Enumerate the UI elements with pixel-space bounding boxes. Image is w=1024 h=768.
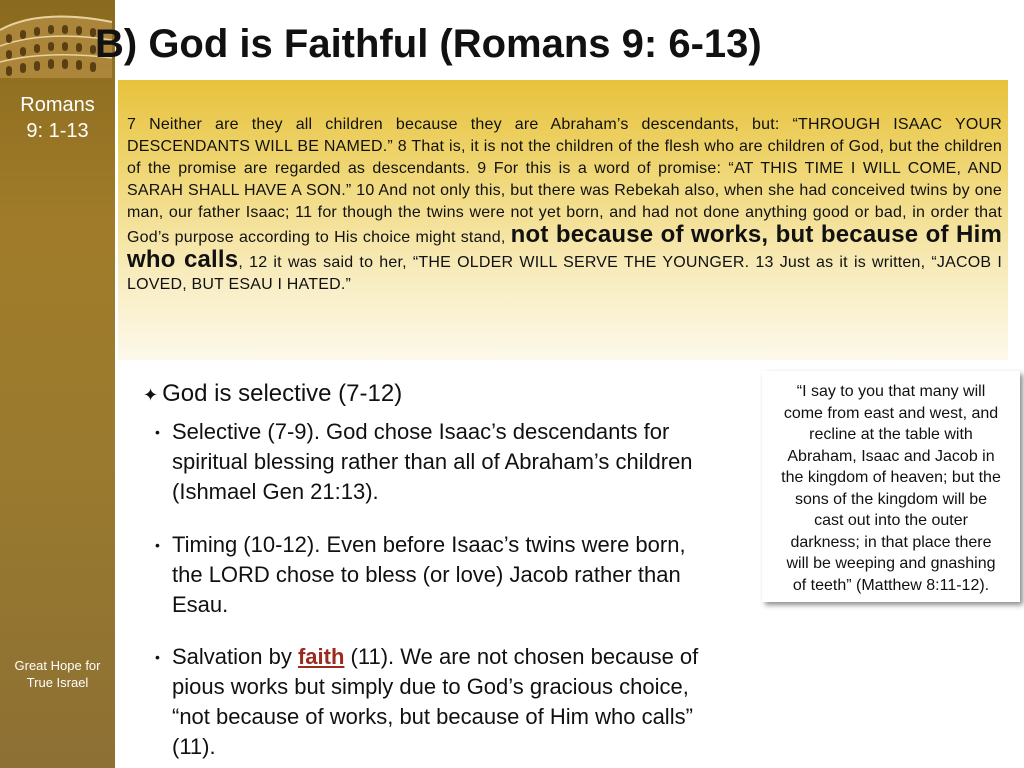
sidebar-footer: Great Hope for True Israel xyxy=(14,658,101,690)
sub-point-text: Timing (10-12). Even before Isaac’s twins were born, the LORD chose to bless (or love) Jacob rather than Esau. xyxy=(172,532,686,617)
scripture-part-2: , 12 it was said to her, “THE OLDER WILL SERVE THE YOUNGER. 13 Just as it is written, “JACOB I LOVED, BUT ESAU I HATED.” xyxy=(127,254,1002,293)
sidebar-reference: Romans 9: 1-13 xyxy=(20,94,95,142)
sub-point-timing xyxy=(155,530,686,620)
scripture-box xyxy=(118,80,1008,360)
star-bullet-icon: ✦ xyxy=(143,385,159,405)
sub-point-salvation xyxy=(155,642,698,762)
bullet-icon: • xyxy=(155,649,160,665)
slide-title: B) God is Faithful (Romans 9: 6-13) xyxy=(95,22,762,66)
faith-highlight: faith xyxy=(297,644,345,669)
sidebar xyxy=(0,0,115,768)
scripture-part-1: 7 Neither are they all children because they are Abraham’s descendants, but: “THROUGH ISAAC YOUR DESCENDANTS WILL BE NAMED.” 8 That is, it is not the children of the flesh who are children of God, but the children of the promise are regarded as descendants. 9 For this is a word of promise: “AT THIS TIME I WILL COME, AND SARAH SHALL HAVE A SON.” 10 And not only this, but there was Rebekah also, when she had conceived twins by one man, our father Isaac; 11 for though the twins were not yet born, and had not done anything good or bad, in order that God’s purpose according to His choice might stand, xyxy=(127,116,1002,246)
sub-point-text xyxy=(155,642,698,762)
bullet-icon: • xyxy=(155,537,160,553)
salvation-suffix: (11). We are not chosen because of pious works but simply due to God’s gracious choice, “not because of works, but because of Him who calls” (11). xyxy=(172,644,699,759)
scripture-text xyxy=(127,114,1002,296)
sub-point-text: Selective (7-9). God chose Isaac’s descendants for spiritual blessing rather than all of Abraham’s children (Ishmael Gen 21:13). xyxy=(172,419,693,504)
main-point-text: God is selective (7-12) xyxy=(162,380,403,407)
salvation-prefix: Salvation by xyxy=(172,644,298,669)
matthew-quote-box: “I say to you that many will come from east and west, and recline at the table with Abraham, Isaac and Jacob in the kingdom of heaven; but the sons of the kingdom will be cast out into the outer darkness; in that place there will be weeping and gnashing of teeth” (Matthew 8:11-12). xyxy=(762,371,1020,602)
bullet-icon: • xyxy=(155,424,160,440)
main-point xyxy=(143,380,402,408)
sub-point-selective xyxy=(155,417,693,507)
scripture-emphasis: not because of works, but because of Him who calls xyxy=(127,221,1002,273)
